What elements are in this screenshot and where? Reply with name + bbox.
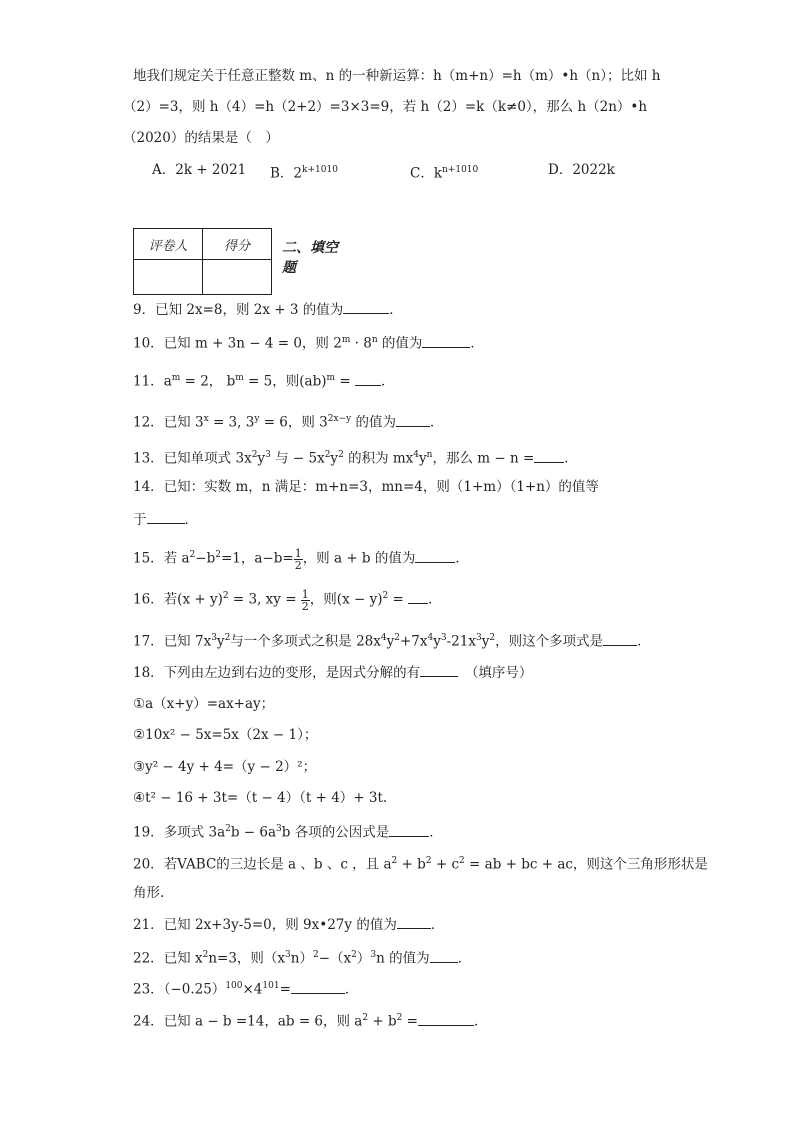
intro-line-2: （2）=3，则 h（4）=h（2+2）=3×3=9，若 h（2）=k（k≠0），那么 h（2n）•h (123, 99, 648, 115)
question-18: 18．下列由左边到右边的变形，是因式分解的有 （填序号） (133, 662, 532, 683)
question-14-continued: 于 ． (133, 509, 198, 530)
question-12: 12．已知 $3^x = 3$, $3^y = 6$，则 $3^{2x-y}$ 的值为 ． (133, 409, 444, 433)
option-a: A．2k + 2021 (152, 162, 247, 178)
intro-line-1: 地我们规定关于任意正整数 m、n 的一种新运算：h（m+n）=h（m）•h（n）；比如 h (133, 68, 661, 84)
answer-blank[interactable] (397, 914, 431, 929)
score-table-grader-header: 评卷人 (134, 229, 203, 260)
option-d: D．2022k (548, 162, 615, 178)
question-10: 10．已知 m + 3n − 4 = 0，则 $2^m \cdot 8^n$ 的值为 ． (133, 330, 484, 354)
question-24: 24．已知 a − b =14，ab = 6，则 $a^2 + b^2$ = ． (133, 1008, 487, 1032)
question-9: 9．已知 2x=8，则 2x + 3 的值为 ． (133, 299, 403, 320)
section-title: 二、填空题 (282, 240, 338, 276)
fraction: $\frac{1}{2}$ (294, 546, 302, 572)
q18-item-3: ③y² − 4y + 4=（y − 2）²； (133, 759, 317, 775)
q18-item-1: ①a（x+y）=ax+ay； (133, 696, 275, 712)
answer-blank[interactable] (415, 548, 455, 563)
answer-blank[interactable] (147, 509, 185, 524)
score-table (133, 228, 272, 295)
question-11: 11．$a^m = 2$， $b^m = 5$，则(ab)$^m$ = ． (133, 368, 394, 392)
question-17: 17．已知 $7x^3y^2$与一个多项式之积是 $28x^4y^2+7x^4y^3-21x^3y^2$，则这个多项式是 ． (133, 628, 651, 652)
option-b: B．$2^{k+1010}$ (270, 165, 338, 182)
answer-blank[interactable] (396, 412, 430, 427)
score-table-score-cell (203, 260, 272, 295)
intro-line-3: （2020）的结果是（ ） (123, 130, 279, 146)
question-23: 23．$(-0.25)^{100}\times 4^{101}=$ ． (133, 976, 358, 1000)
question-14: 14．已知：实数 m，n 满足：m+n=3，mn=4，则（1+m）（1+n）的值等 (133, 479, 599, 495)
answer-blank[interactable] (408, 589, 428, 604)
answer-blank[interactable] (534, 448, 564, 463)
answer-blank[interactable] (430, 948, 458, 963)
question-21: 21．已知 2x+3y-5=0，则 9x•27y 的值为 ． (133, 914, 444, 935)
answer-blank[interactable] (420, 662, 458, 677)
question-13: 13．已知单项式 $3x^2y^3$ 与 − $5x^2y^2$ 的积为 $mx^4y^n$，那么 m − n = ． (133, 445, 578, 469)
score-table-grader-cell (134, 260, 203, 295)
answer-blank[interactable] (355, 371, 381, 386)
question-20: 20．若VABC的三边长是 a 、b 、c ，且 $a^2 + b^2 + c^2$ = ab + bc + ac，则这个三角形形状是 (133, 856, 708, 873)
answer-blank[interactable] (418, 1011, 474, 1026)
question-15: 15．若 $a^2-b^2=1$，a−b= $\frac{1}{2}$ ，则 a + b 的值为 ． (133, 546, 469, 572)
score-table-score-header: 得分 (203, 229, 272, 260)
answer-blank[interactable] (389, 822, 429, 837)
question-16: 16．若$(x + y)^2 = 3$, xy = $\frac{1}{2}$ ，则$(x - y)^2$ = ． (133, 587, 442, 613)
q18-item-2: ②10x² − 5x=5x（2x − 1）； (133, 727, 318, 743)
fraction: $\frac{1}{2}$ (301, 587, 309, 613)
answer-blank[interactable] (603, 631, 637, 646)
answer-blank[interactable] (291, 979, 345, 994)
q18-item-4: ④t² − 16 + 3t=（t − 4）（t + 4）+ 3t. (133, 790, 388, 806)
answer-blank[interactable] (422, 333, 470, 348)
question-22: 22．已知 $x^2n=3$，则$(x^3n)^2-(x^2)^3n$ 的值为 ． (133, 945, 471, 969)
question-20-continued: 角形. (133, 885, 165, 901)
answer-blank[interactable] (343, 299, 389, 314)
question-19: 19．多项式 $3a^2b - 6a^3b$ 各项的公因式是 ． (133, 819, 443, 843)
option-c: C．$k^{n+1010}$ (410, 165, 479, 182)
